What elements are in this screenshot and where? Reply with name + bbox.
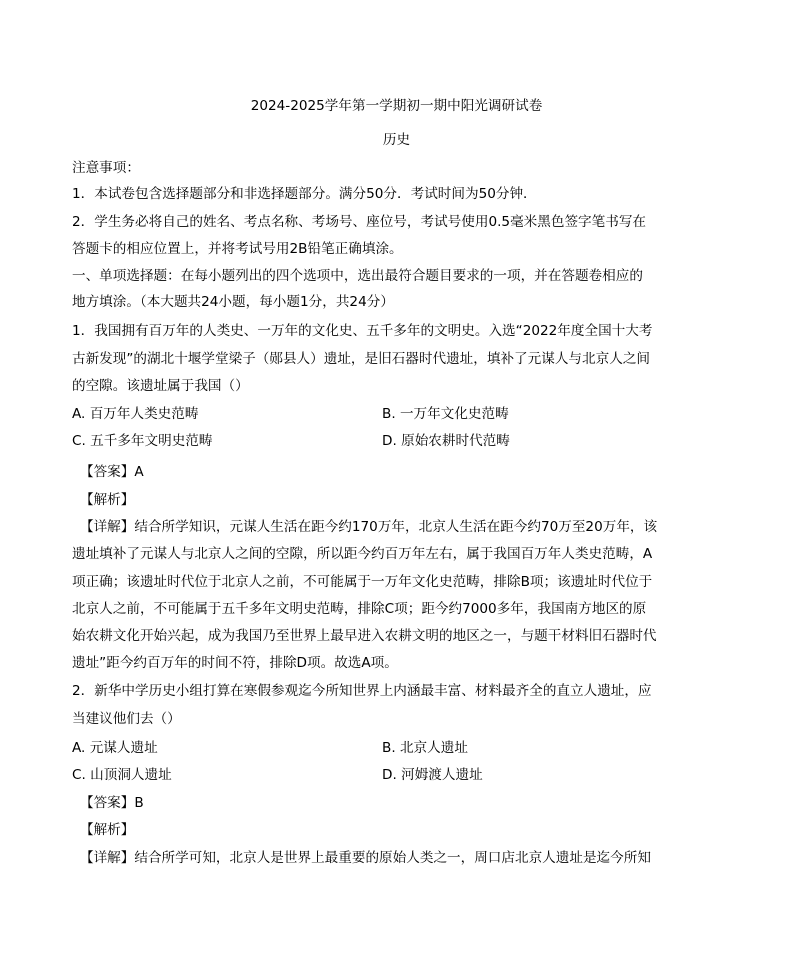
notice-item-1: 1．本试卷包含选择题部分和非选择题部分。满分50分．考试时间为50分钟．	[72, 186, 537, 202]
q1-detail-line-6: 遗址”距今约百万年的时间不符，排除D项。故选A项。	[72, 655, 398, 671]
exam-title: 2024-2025学年第一学期初一期中阳光调研试卷	[250, 98, 543, 114]
notice-item-2-line-2: 答题卡的相应位置上，并将考试号用2B铅笔正确填涂。	[72, 241, 403, 257]
q1-stem-line-2: 古新发现”的湖北十堰学堂梁子（郧县人）遗址，是旧石器时代遗址，填补了元谋人与北京人之间	[72, 351, 650, 367]
q1-option-d: D. 原始农耕时代范畴	[382, 433, 510, 449]
q1-detail-line-2: 遗址填补了元谋人与北京人之间的空隙，所以距今约百万年左右，属于我国百万年人类史范畴，A	[72, 546, 653, 562]
notice-heading: 注意事项：	[72, 160, 140, 176]
section-heading-line-2: 地方填涂。（本大题共24小题，每小题1分，共24分）	[72, 294, 394, 310]
subject-title: 历史	[382, 132, 411, 148]
q2-option-b: B. 北京人遗址	[382, 740, 468, 756]
q2-option-d: D. 河姆渡人遗址	[382, 767, 483, 783]
q1-detail-line-5: 始农耕文化开始兴起，成为我国乃至世界上最早进入农耕文明的地区之一，与题干材料旧石器时代	[72, 628, 657, 644]
q1-option-c: C. 五千多年文明史范畴	[72, 433, 213, 449]
q2-option-a: A. 元谋人遗址	[72, 740, 158, 756]
q1-option-a: A. 百万年人类史范畴	[72, 406, 199, 422]
q2-stem-line-2: 当建议他们去（）	[72, 711, 181, 727]
notice-item-2-line-1: 2．学生务必将自己的姓名、考点名称、考场号、座位号，考试号使用0.5毫米黑色签字笔书写在	[72, 214, 647, 230]
q2-analysis-label: 【解析】	[80, 822, 135, 838]
q2-answer: 【答案】B	[80, 795, 144, 811]
q1-answer: 【答案】A	[80, 464, 144, 480]
q2-stem-line-1: 2．新华中学历史小组打算在寒假参观迄今所知世界上内涵最丰富、材料最齐全的直立人遗址，应	[72, 683, 652, 699]
q2-option-c: C. 山顶洞人遗址	[72, 767, 172, 783]
q1-detail-line-3: 项正确；该遗址时代位于北京人之前，不可能属于一万年文化史范畴，排除B项；该遗址时代位于	[72, 574, 653, 590]
q1-analysis-label: 【解析】	[80, 492, 135, 508]
q2-detail-line-1: 【详解】结合所学可知，北京人是世界上最重要的原始人类之一，周口店北京人遗址是迄今所知	[80, 850, 651, 866]
q1-stem-line-1: 1．我国拥有百万年的人类史、一万年的文化史、五千多年的文明史。入选“2022年度全国十大考	[72, 323, 653, 339]
q1-detail-line-1: 【详解】结合所学知识，元谋人生活在距今约170万年，北京人生活在距今约70万至20万年，该	[80, 519, 658, 535]
section-heading-line-1: 一、单项选择题：在每小题列出的四个选项中，选出最符合题目要求的一项，并在答题卷相应的	[72, 268, 643, 284]
q1-detail-line-4: 北京人之前，不可能属于五千多年文明史范畴，排除C项；距今约7000多年，我国南方地区的原	[72, 601, 647, 617]
q1-option-b: B. 一万年文化史范畴	[382, 406, 509, 422]
q1-stem-line-3: 的空隙。该遗址属于我国（）	[72, 378, 249, 394]
